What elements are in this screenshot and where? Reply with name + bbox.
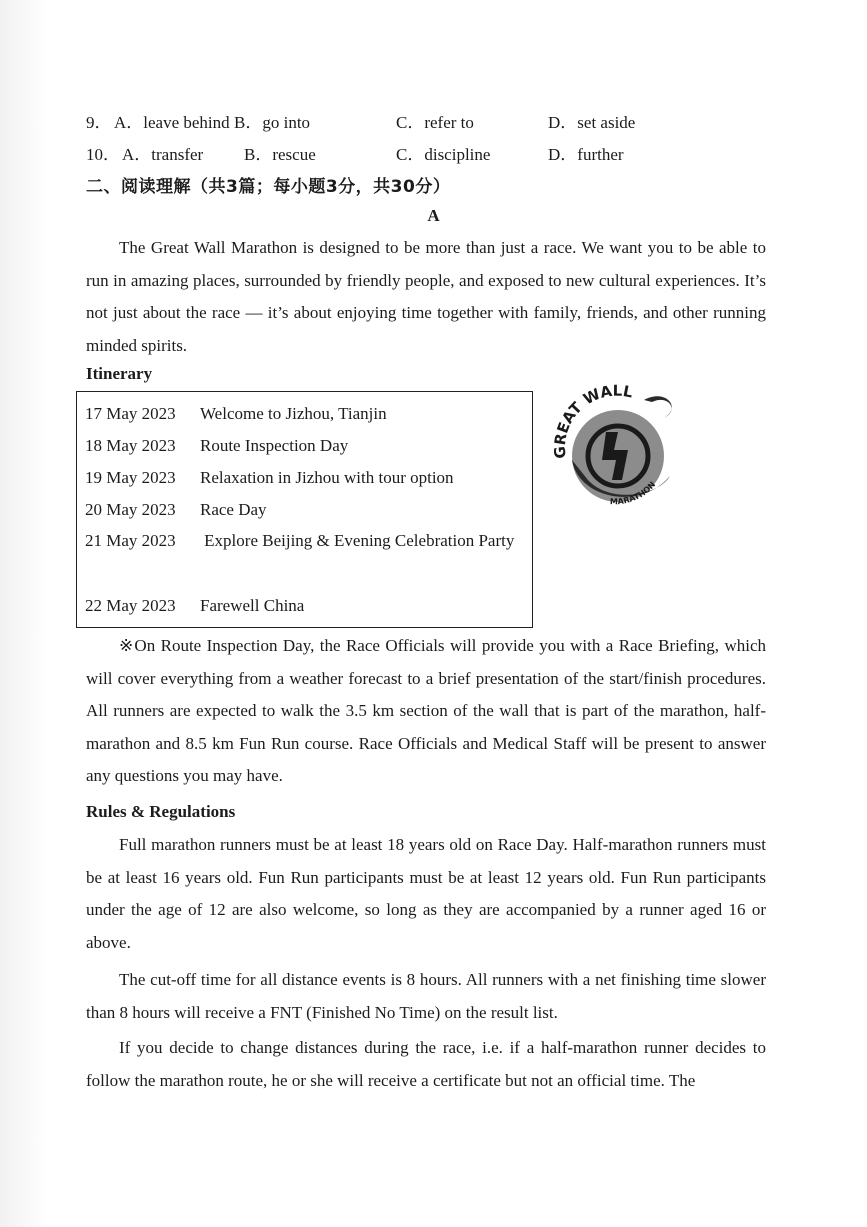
option-b: B．rescue	[244, 145, 316, 164]
rules-paragraph-distance: If you decide to change distances during the race, i.e. if a half-marathon runner decides to follow the marathon route, he or she will receive a certificate but not an official time. The	[86, 1038, 766, 1090]
option-b: B．go into	[234, 113, 311, 132]
itinerary-row	[85, 525, 527, 557]
route-inspection-note: ※On Route Inspection Day, the Race Officials will provide you with a Race Briefing, which will cover everything from a weather forecast to a brief presentation of the start/finish procedures. All runners are expected to walk the 3.5 km section of the wall that is part of the marathon, half-marathon and 8.5 km Fun Run course. Race Officials and Medical Staff will be present to answer any questions you may have.	[86, 636, 766, 785]
option-a: A．transfer	[122, 145, 204, 164]
scan-edge-shadow	[0, 0, 48, 1227]
itinerary-date: 19 May 2023	[85, 468, 176, 487]
itinerary-event: Farewell China	[200, 596, 305, 615]
itinerary-date: 17 May 2023	[85, 404, 176, 423]
option-a: A．leave behind	[114, 113, 230, 132]
question-number: 9．	[86, 113, 112, 132]
itinerary-event: Welcome to Jizhou, Tianjin	[200, 404, 387, 423]
itinerary-event: Route Inspection Day	[200, 436, 349, 455]
itinerary-date: 21 May 2023	[85, 531, 176, 550]
intro-paragraph: The Great Wall Marathon is designed to be more than just a race. We want you to be able to run in amazing places, surrounded by friendly people, and exposed to new cultural experiences. It’s not just about the race — it’s about enjoying time together with family, friends, and other running minded spirits.	[86, 238, 766, 355]
logo-top-text: GREAT WALL	[550, 381, 635, 460]
itinerary-title: Itinerary	[86, 364, 153, 383]
itinerary-table	[76, 391, 533, 628]
rules-paragraph-age: Full marathon runners must be at least 18 years old on Race Day. Half-marathon runners must be at least 16 years old. Fun Run participants must be at least 12 years old. Fun Run participants under the age of 12 are also welcome, so long as they are accompanied by a runner aged 16 or above.	[86, 835, 766, 952]
itinerary-event: Explore Beijing & Evening Celebration Party	[204, 531, 515, 550]
itinerary-date: 22 May 2023	[85, 596, 176, 615]
itinerary-date: 18 May 2023	[85, 436, 176, 455]
itinerary-event: Race Day	[200, 500, 267, 519]
itinerary-date: 20 May 2023	[85, 500, 176, 519]
option-c: C．discipline	[396, 145, 491, 164]
logo-tail	[644, 396, 672, 418]
itinerary-event: Relaxation in Jizhou with tour option	[200, 468, 454, 487]
rules-title: Rules & Regulations	[86, 802, 236, 821]
option-d: D．further	[548, 145, 624, 164]
section-heading: 二、阅读理解（共3篇；每小题3分，共30分）	[86, 177, 451, 197]
great-wall-marathon-logo	[548, 380, 688, 520]
passage-letter: A	[427, 206, 440, 225]
rules-paragraph-cutoff: The cut-off time for all distance events is 8 hours. All runners with a net finishing time slower than 8 hours will receive a FNT (Finished No Time) on the result list.	[86, 970, 766, 1022]
option-c: C．refer to	[396, 113, 474, 132]
logo-bottom-text: MARATHON	[609, 479, 658, 507]
option-d: D．set aside	[548, 113, 636, 132]
question-number: 10．	[86, 145, 120, 164]
